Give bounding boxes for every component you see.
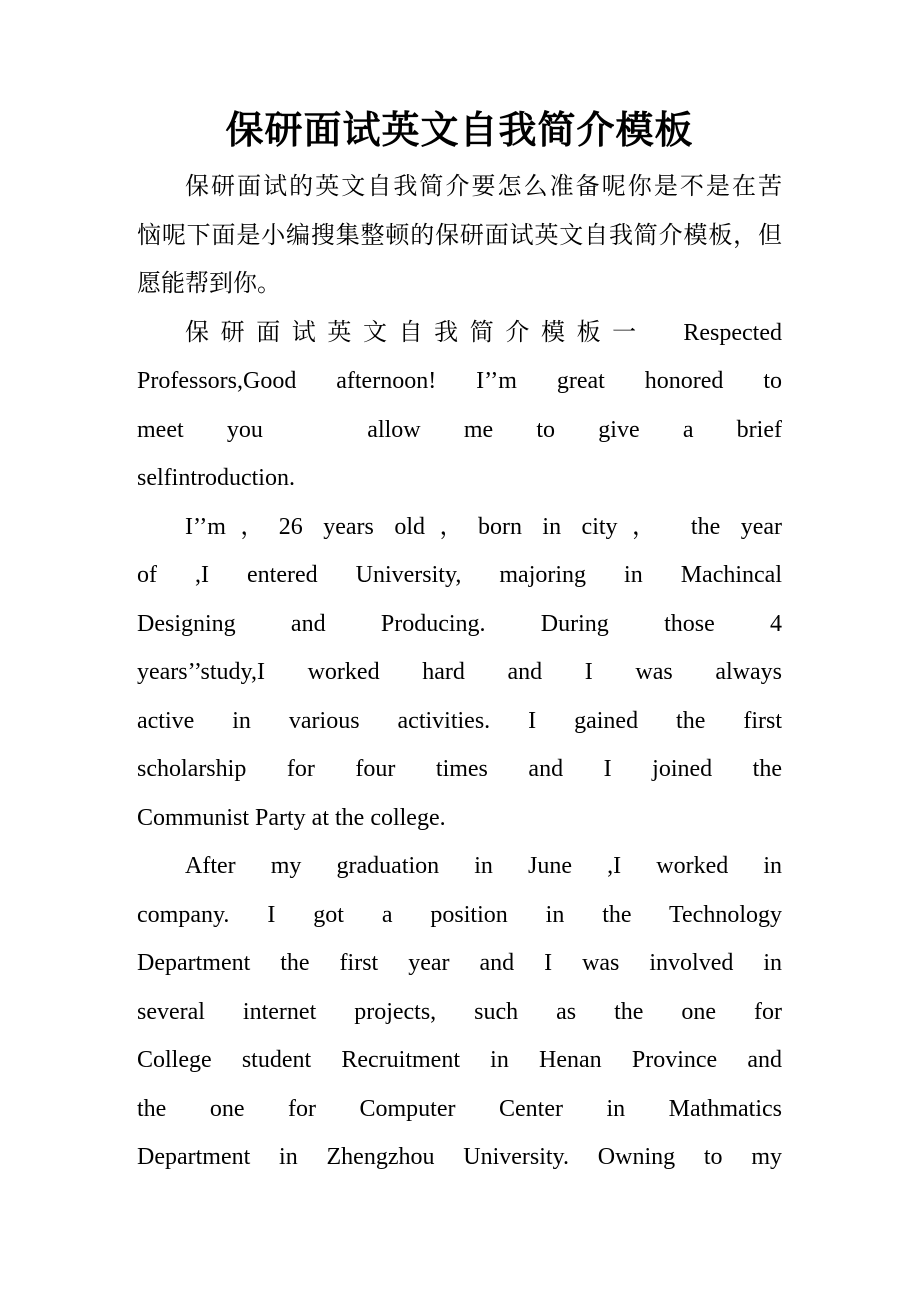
text-line: Designing and Producing. During those 4 [137, 610, 782, 637]
text-line: 保研面试的英文自我简介要怎么准备呢你是不是在苦 [185, 174, 782, 200]
text-line: the one for Computer Center in Mathmatics [137, 1095, 782, 1122]
text-line: 愿能帮到你。 [137, 271, 281, 297]
text-line: years’’study,I worked hard and I was always [137, 659, 782, 685]
text-line: Communist Party at the college. [137, 804, 446, 831]
text-line: 恼呢下面是小编搜集整顿的保研面试英文自我简介模板，但 [137, 222, 782, 249]
document-title: 保研面试英文自我简介模板 [225, 110, 694, 152]
text-line: scholarship for four times and I joined the [137, 756, 782, 782]
text-line: 保研面试英文自我简介模板一 Respected [185, 319, 782, 346]
document-body [137, 163, 782, 1182]
text-line: Department the first year and I was involved in [137, 950, 782, 976]
text-line: meet you allow me to give a brief [137, 416, 782, 443]
text-line: of ,I entered University, majoring in Machincal [137, 562, 782, 588]
text-line: Professors,Good afternoon! I’’m great honored to [137, 368, 782, 394]
text-line: College student Recruitment in Henan Province and [137, 1047, 782, 1073]
text-line: active in various activities. I gained the first [137, 707, 782, 734]
text-line: company. I got a position in the Technology [137, 901, 782, 928]
text-line: I’’m，26 years old，born in city， the year [185, 513, 782, 540]
text-line: Department in Zhengzhou University. Owning to my [137, 1144, 782, 1170]
text-line: After my graduation in June ,I worked in [185, 853, 782, 879]
text-line: several internet projects, such as the one for [137, 998, 782, 1025]
text-line: selfintroduction. [137, 465, 295, 491]
